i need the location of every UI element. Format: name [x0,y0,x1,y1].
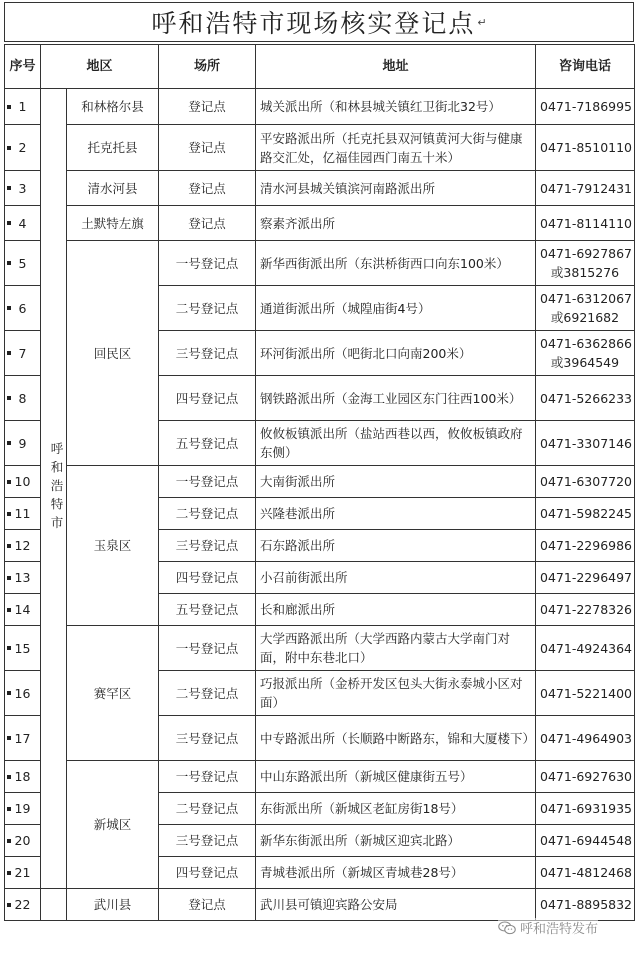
table-row [5,171,635,206]
row-address: 攸攸板镇派出所（盐站西巷以西，攸攸板镇政府东侧） [256,421,536,466]
row-place: 登记点 [159,206,256,241]
row-phone: 0471-6362866 或3964549 [536,331,635,376]
row-place: 二号登记点 [159,671,256,716]
row-address: 石东路派出所 [256,530,536,562]
row-address: 新华东街派出所（新城区迎宾北路） [256,825,536,857]
row-num: 9 [5,421,41,466]
row-place: 二号登记点 [159,286,256,331]
row-phone: 0471-7186995 [536,89,635,125]
row-num: 4 [5,206,41,241]
row-address: 巧报派出所（金桥开发区包头大街永泰城小区对面） [256,671,536,716]
row-num: 8 [5,376,41,421]
table-header [5,45,635,89]
district-huimin: 回民区 [67,241,159,466]
title-bar [4,2,634,42]
row-num: 18 [5,761,41,793]
row-place: 二号登记点 [159,498,256,530]
row-place: 二号登记点 [159,793,256,825]
row-place: 三号登记点 [159,530,256,562]
row-phone: 0471-4964903 [536,716,635,761]
registration-table [4,44,635,921]
row-num: 10 [5,466,41,498]
row-address: 清水河县城关镇滨河南路派出所 [256,171,536,206]
table-row [5,89,635,125]
row-num: 11 [5,498,41,530]
row-address: 新华西街派出所（东洪桥街西口向东100米） [256,241,536,286]
watermark-text: 呼和浩特发布 [520,922,599,937]
row-phone: 0471-2278326 [536,594,635,626]
row-phone: 0471-4924364 [536,626,635,671]
paragraph-mark: ↵ [477,15,487,29]
row-address: 青城巷派出所（新城区青城巷28号） [256,857,536,889]
header-num: 序号 [5,45,41,89]
row-area: 和林格尔县 [67,89,159,125]
row-num: 16 [5,671,41,716]
row-address: 钢铁路派出所（金海工业园区东门往西100米） [256,376,536,421]
row-phone: 0471-8114110 [536,206,635,241]
header-address: 地址 [256,45,536,89]
row-address: 东街派出所（新城区老缸房街18号） [256,793,536,825]
row-phone: 0471-3307146 [536,421,635,466]
watermark [498,918,598,937]
city-cell [41,89,67,889]
row-phone: 0471-2296986 [536,530,635,562]
row-num: 12 [5,530,41,562]
row-area: 土默特左旗 [67,206,159,241]
row-area: 武川县 [67,889,159,921]
row-address: 长和廊派出所 [256,594,536,626]
district-yuquan: 玉泉区 [67,466,159,626]
row-phone: 0471-6944548 [536,825,635,857]
row-num: 17 [5,716,41,761]
table-row [5,206,635,241]
row-place: 登记点 [159,89,256,125]
row-place: 四号登记点 [159,857,256,889]
row-num: 15 [5,626,41,671]
row-place: 一号登记点 [159,626,256,671]
row-address: 武川县可镇迎宾路公安局 [256,889,536,921]
row-num: 5 [5,241,41,286]
district-xincheng: 新城区 [67,761,159,889]
row-address: 通道街派出所（城隍庙街4号） [256,286,536,331]
table-row [5,889,635,921]
city-name: 呼和浩特市 [49,442,64,535]
row-address: 察素齐派出所 [256,206,536,241]
row-num: 14 [5,594,41,626]
row-phone: 0471-6307720 [536,466,635,498]
row-num: 22 [5,889,41,921]
row-place: 一号登记点 [159,241,256,286]
row-place: 一号登记点 [159,466,256,498]
row-num: 6 [5,286,41,331]
row-area: 清水河县 [67,171,159,206]
table-row [5,626,635,671]
row-address: 环河街派出所（吧街北口向南200米） [256,331,536,376]
row-phone: 0471-4812468 [536,857,635,889]
row-place: 四号登记点 [159,376,256,421]
district-saihan: 赛罕区 [67,626,159,761]
row-num: 13 [5,562,41,594]
row-phone: 0471-7912431 [536,171,635,206]
row-phone: 0471-5982245 [536,498,635,530]
row-num: 2 [5,125,41,171]
row-address: 大南街派出所 [256,466,536,498]
row-place: 登记点 [159,125,256,171]
row-num: 3 [5,171,41,206]
row-phone: 0471-5266233 [536,376,635,421]
header-area: 地区 [41,45,159,89]
row-address: 小召前街派出所 [256,562,536,594]
row-place: 五号登记点 [159,421,256,466]
row-place: 登记点 [159,889,256,921]
row-address: 兴隆巷派出所 [256,498,536,530]
header-phone: 咨询电话 [536,45,635,89]
table-row [5,466,635,498]
row-address: 中专路派出所（长顺路中断路东，锦和大厦楼下） [256,716,536,761]
table-row [5,125,635,171]
header-place: 场所 [159,45,256,89]
row-address: 中山东路派出所（新城区健康街五号） [256,761,536,793]
row-phone: 0471-8895832 [536,889,635,921]
row-phone: 0471-6927867 或3815276 [536,241,635,286]
row-place: 三号登记点 [159,825,256,857]
row-place: 四号登记点 [159,562,256,594]
row-address: 平安路派出所（托克托县双河镇黄河大街与健康路交汇处，亿福佳园西门南五十米） [256,125,536,171]
row-phone: 0471-2296497 [536,562,635,594]
page-title: 呼和浩特市现场核实登记点 [151,9,476,38]
row-address: 城关派出所（和林县城关镇红卫街北32号） [256,89,536,125]
row-phone: 0471-6927630 [536,761,635,793]
row-num: 1 [5,89,41,125]
city-cell-continued [41,889,67,921]
row-address: 大学西路派出所（大学西路内蒙古大学南门对面，附中东巷北口） [256,626,536,671]
row-phone: 0471-6312067 或6921682 [536,286,635,331]
row-phone: 0471-6931935 [536,793,635,825]
row-phone: 0471-5221400 [536,671,635,716]
row-place: 登记点 [159,171,256,206]
row-place: 三号登记点 [159,716,256,761]
row-place: 五号登记点 [159,594,256,626]
row-area: 托克托县 [67,125,159,171]
table-row [5,761,635,793]
row-phone: 0471-8510110 [536,125,635,171]
row-num: 19 [5,793,41,825]
row-place: 一号登记点 [159,761,256,793]
row-num: 20 [5,825,41,857]
row-place: 三号登记点 [159,331,256,376]
row-num: 21 [5,857,41,889]
wechat-icon [498,921,516,935]
table-row [5,241,635,286]
row-num: 7 [5,331,41,376]
